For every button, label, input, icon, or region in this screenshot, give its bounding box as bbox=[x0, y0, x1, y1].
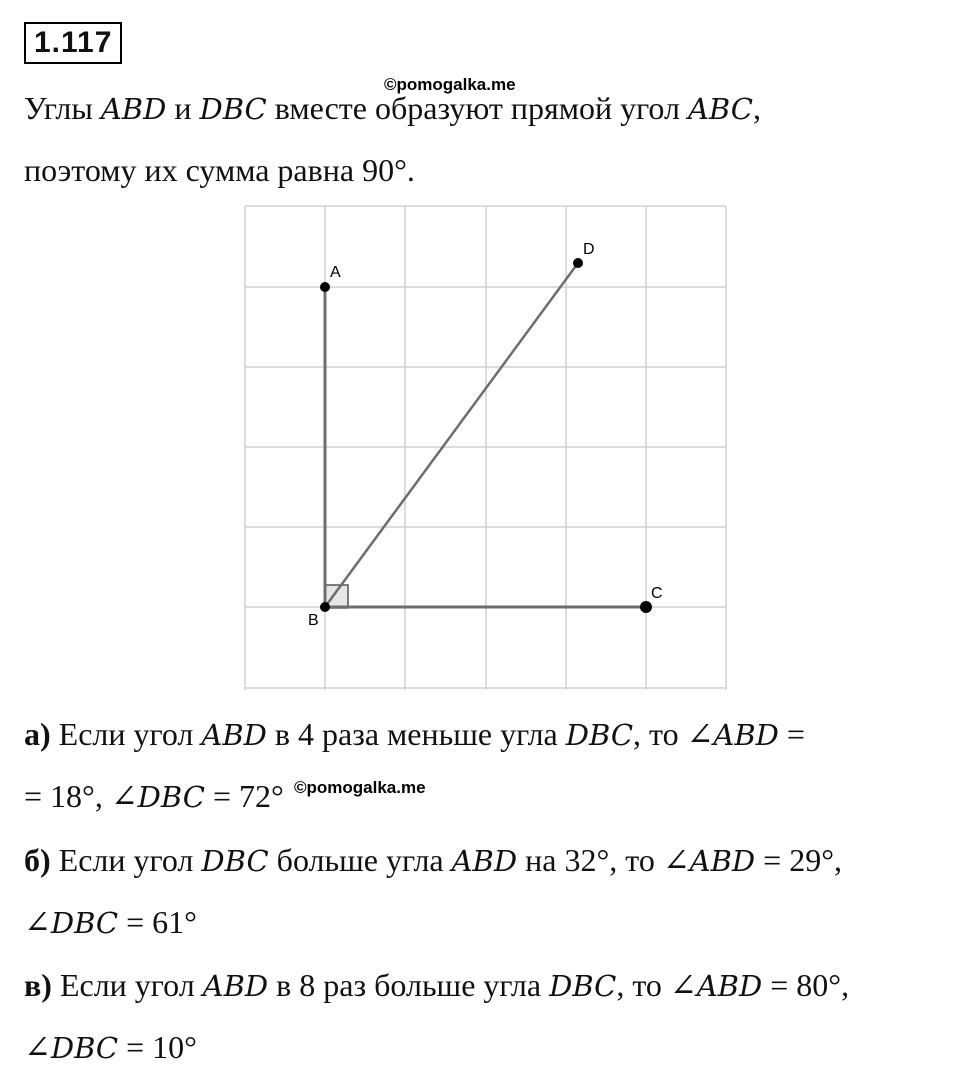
answer-c-line-1: в) Если угол ABD в 8 раз больше угла DBC, то ∠ABD = 80°, bbox=[24, 967, 850, 1003]
label-a: A bbox=[330, 264, 341, 281]
label-b: B bbox=[308, 612, 319, 629]
point-c bbox=[640, 601, 652, 613]
watermark-top: ©pomogalka.me bbox=[384, 75, 516, 94]
answer-c-line-2: ∠DBC = 10° bbox=[24, 1029, 197, 1065]
label-c: C bbox=[651, 585, 663, 602]
geometry-figure bbox=[240, 200, 730, 695]
answer-b-line-1: б) Если угол DBC больше угла ABD на 32°, то ∠ABD = 29°, bbox=[24, 842, 842, 878]
intro-line-2: поэтому их сумма равна 90°. bbox=[24, 152, 415, 188]
ray-bd bbox=[325, 263, 578, 607]
label-d: D bbox=[583, 241, 595, 258]
answer-a-line-2: = 18°, ∠DBC = 72° bbox=[24, 778, 284, 814]
watermark-middle: ©pomogalka.me bbox=[294, 778, 426, 797]
problem-number: 1.117 bbox=[24, 22, 122, 64]
point-a bbox=[320, 282, 330, 292]
intro-line-1: Углы ABD и DBC вместе образуют прямой угол ABC, bbox=[24, 90, 761, 126]
point-d bbox=[573, 258, 583, 268]
answer-b-line-2: ∠DBC = 61° bbox=[24, 904, 197, 940]
point-b bbox=[320, 602, 330, 612]
answer-a-line-1: а) Если угол ABD в 4 раза меньше угла DBC, то ∠ABD = bbox=[24, 716, 805, 752]
